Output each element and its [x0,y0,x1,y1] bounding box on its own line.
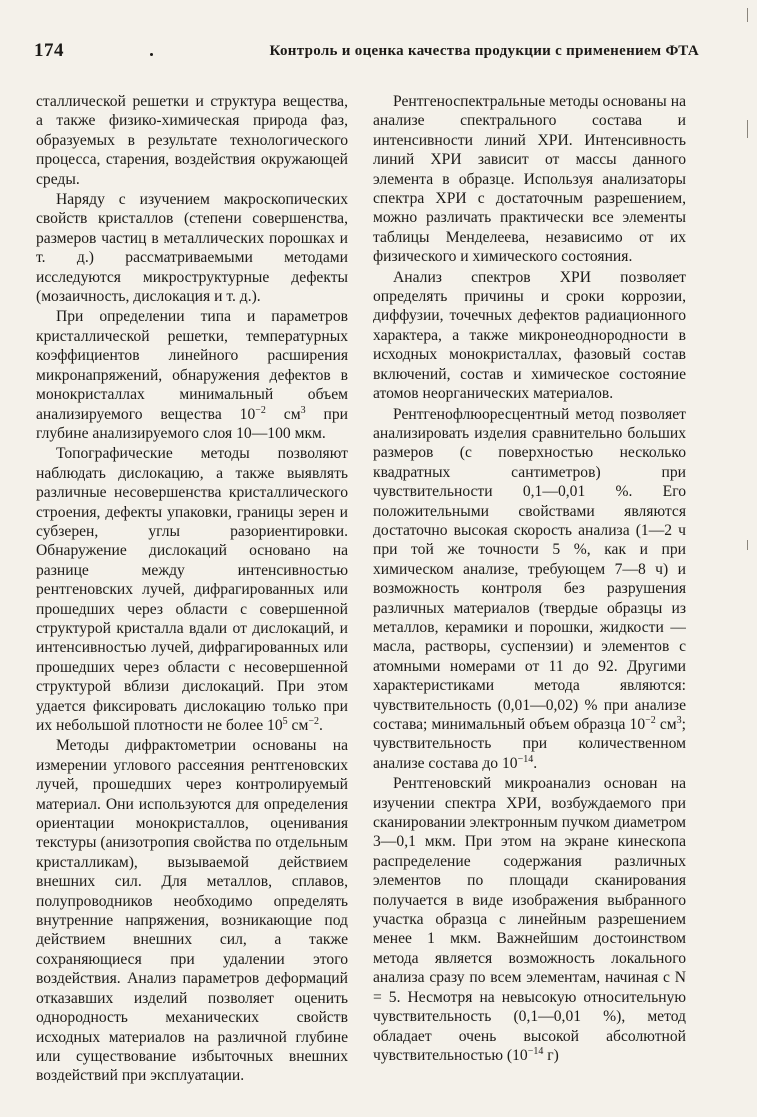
text-run: при глубине анализируемого слоя 10—100 мкм. [36,405,348,442]
superscript: −14 [527,1045,544,1057]
scan-mark [747,120,748,138]
running-title: Контроль и оценка качества продукции с применением ФТА [269,43,699,59]
superscript: 3 [300,404,306,416]
paragraph: сталлической решетки и структура вещества, а также физико-химическая природа фаз, образуемых в результате технологического процесса, старения, воздействия окружающей среды. [36,93,348,188]
superscript: −14 [517,753,534,765]
text-run: Рентгенофлюоресцентный метод позволяет анализировать изделия сравнительно больших размеров (с поверхностью несколько квадратных сантиметров) при чувствительности 0,1—0,01 %. Его положительными свойствами являются достаточно высокая скорость анализа (1—2 ч при той же точности 5 %, как и при химическом анализе, требующем 7—8 ч) и возможность контроля без разрушения различных материалов (твердые образцы из металлов, керамики и порошки, жидкости — масла, растворы, суспензии) и элементов с атомными номерами от 11 до 92. Другими характеристиками метода являются: чувствительность (0,01—0,02) % при анализе состава; минимальный объем образца 10 [373,405,686,733]
paragraph: Наряду с изучением макроскопических свойств кристаллов (степени совершенства, размеров частиц в металлических порошках и т. д.) рассматриваемыми методами исследуются микроструктурные дефекты (мозаичность, дислокация и т. д.). [36,191,348,306]
scan-mark [747,8,748,22]
text-run: Топографические методы позволяют наблюдать дислокацию, а также выявлять различные несовершенства кристаллического строения, дефекты упаковки, границы зерен и субзерен, углы разориентировки. Обнаружение дислокаций основано на разнице между интенсивностью рентгеновских лучей, дифрагированных или прошедших через области с совершенной структурой кристалла вдали от дислокаций, и интенсивностью лучей, дифрагированных или прошедших через области с несовершенной структурой вблизи дислокаций. При этом удается фиксировать дислокацию только при их небольшой плотности не более 10 [36,445,348,734]
header-dot [150,53,153,56]
superscript: −2 [645,714,656,726]
superscript: 5 [282,715,288,727]
scan-mark [747,540,748,550]
text-run: см [287,717,309,734]
page-number: 174 [34,40,64,61]
right-column [373,92,686,1092]
superscript: −2 [255,404,266,416]
text-run: . [318,717,323,734]
text-run: При определении типа и параметров кристаллической решетки, температурных коэффициентов линейного расширения микронапряжений, обнаружения дефектов в монокристаллах минимальный объем анализируемого вещества 10 [36,308,348,423]
page-header [34,40,699,64]
paragraph [373,774,686,1065]
paragraph [36,444,348,735]
scan-edge-marks [747,0,749,1117]
left-column [36,92,348,1092]
text-run: . [533,754,538,772]
text-run: см [265,405,301,423]
paragraph: Анализ спектров ХРИ позволяет определять причины и сроки коррозии, диффузии, точечных дефектов радиационного характера, а также микронеоднородности в исходных монокристаллах, фазовый состав включений, состав и химическое состояние атомов неорганических материалов. [373,268,686,403]
text-run: ; чувствительность при количественном анализе состава до 10 [373,716,686,772]
superscript: −2 [308,715,319,727]
paragraph: Рентгеноспектральные методы основаны на анализе спектрального состава и интенсивности линий ХРИ. Интенсивность линий ХРИ зависит от массы данного элемента в образце. Используя анализаторы спектра ХРИ с достаточным разрешением, можно различать практически все элементы таблицы Менделеева, независимо от их физического и химического состояния. [373,93,686,266]
text-run: см [655,716,677,733]
superscript: 3 [676,714,682,726]
paragraph [36,307,348,443]
paragraph: Методы дифрактометрии основаны на измерении углового рассеяния рентгеновских лучей, прошедших через контролируемый материал. Они используются для определения ориентации монокристаллов, оценивания текстуры (анизотропия свойства по отдельным кристалликам), вызываемой действием внешних сил. Для металлов, сплавов, полупроводников необходимо определять внутренние напряжения, возникающие под действием внешних сил, а также сохраняющиеся при удалении этого воздействия. Анализ параметров деформаций отказавших изделий позволяет оценить однородность механических свойств исходных материалов на различной глубине или существование избыточных внешних воздействий при эксплуатации. [36,737,348,1085]
text-run: г) [543,1046,559,1064]
text-run: Рентгеновский микроанализ основан на изучении спектра ХРИ, возбуждаемого при сканировании электронным пучком диаметром 3—0,1 мкм. При этом на экране кинескопа распределение содержания различных элементов по площади сканирования получается в виде изображения выбранного участка образца с линейным разрешением менее 1 мкм. Важнейшим достоинством метода является возможность локального анализа сразу по всем элементам, начиная с N = 5. Несмотря на невысокую относительную чувствительность (0,1—0,01 %), метод обладает очень высокой абсолютной чувствительностью (10 [373,775,686,1064]
paragraph [373,405,686,774]
